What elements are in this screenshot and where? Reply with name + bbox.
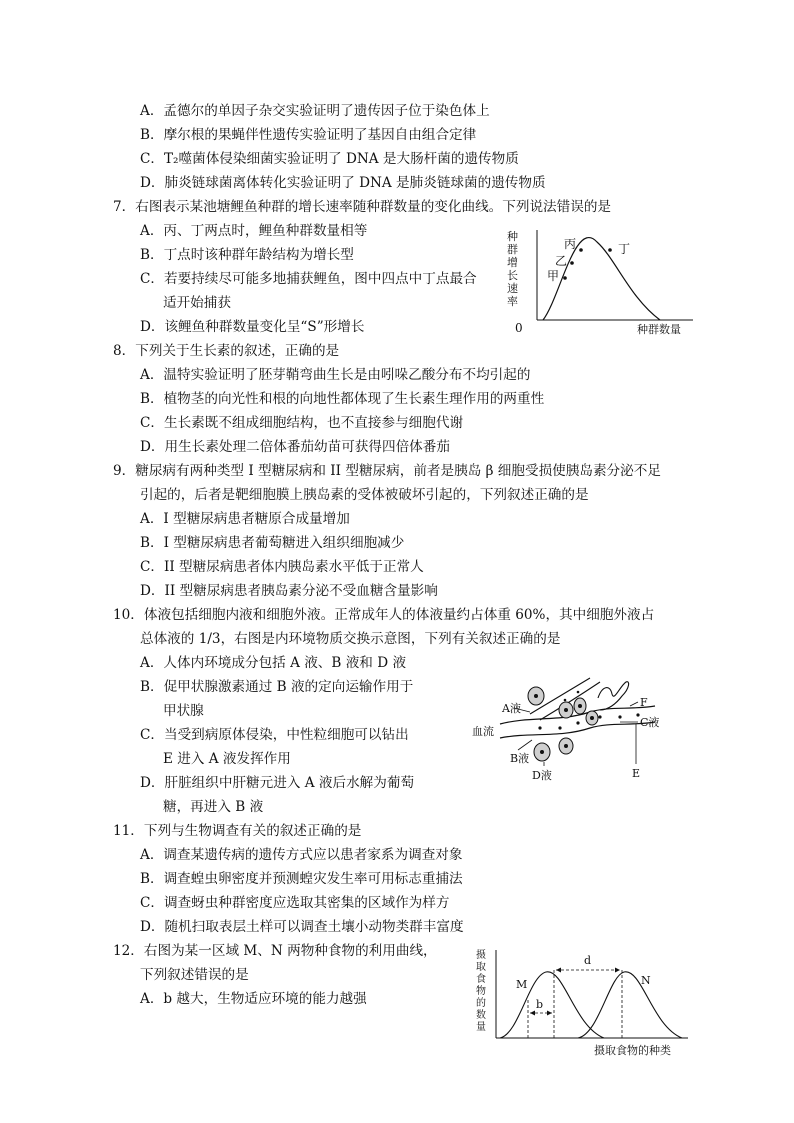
q7-option-a: A．丙、丁两点时，鲤鱼种群数量相等: [140, 223, 368, 239]
svg-text:的: 的: [476, 998, 486, 1009]
q10-lymph-capillary-f: [598, 682, 629, 710]
q11-stem: 11．下列与生物调查有关的叙述正确的是: [113, 823, 362, 839]
q10-tissue-cells: [528, 687, 598, 761]
q12-label-n: N: [641, 974, 651, 987]
q10-leader-f: [630, 702, 638, 706]
q11-option-c: C．调查蚜虫种群密度应选取其密集的区域作为样方: [140, 895, 450, 911]
q9-option-d: D．II 型糖尿病患者胰岛素分泌不受血糖含量影响: [140, 583, 438, 599]
svg-text:长: 长: [507, 269, 518, 282]
q7-label-jia: 甲: [547, 269, 560, 283]
svg-text:群: 群: [507, 243, 518, 256]
q7-origin-label: 0: [515, 321, 523, 335]
q10-stem: 10．体液包括细胞内液和细胞外液。正常成年人的体液量约占体重 60%，其中细胞外液占: [113, 607, 655, 623]
q10-option-d-cont: 糖，再进入 B 液: [163, 799, 264, 815]
svg-text:物: 物: [476, 986, 486, 997]
q10-option-b: B．促甲状腺激素通过 B 液的定向运输作用于: [140, 679, 414, 695]
q12-label-b: b: [536, 998, 544, 1011]
q12-label-d: d: [584, 954, 592, 967]
q7-point-jia: [563, 276, 567, 280]
q8-option-c: C．生长素既不组成细胞结构，也不直接参与细胞代谢: [140, 415, 464, 431]
q6-option-b: B．摩尔根的果蝇伴性遗传实验证明了基因自由组合定律: [140, 127, 477, 143]
svg-text:增: 增: [507, 256, 518, 269]
q7-growth-rate-figure: [505, 228, 705, 338]
q9-option-a: A．I 型糖尿病患者糖原合成量增加: [140, 511, 350, 527]
q10-label-a: A液: [502, 702, 521, 715]
svg-text:取: 取: [476, 962, 486, 973]
q7-option-b: B．丁点时该种群年龄结构为增长型: [140, 247, 354, 263]
q12-x-label: 摄取食物的种类: [594, 1044, 671, 1057]
svg-text:数: 数: [476, 1010, 486, 1021]
q12-option-a: A．b 越大，生物适应环境的能力越强: [140, 991, 367, 1007]
q11-option-a: A．调查某遗传病的遗传方式应以患者家系为调查对象: [140, 847, 463, 863]
q7-x-label: 种群数量: [637, 323, 681, 336]
q12-stem-cont: 下列叙述错误的是: [140, 967, 249, 983]
q6-option-a: A．孟德尔的单因子杂交实验证明了遗传因子位于染色体上: [140, 103, 490, 119]
svg-text:速: 速: [507, 282, 518, 295]
q7-point-yi: [570, 261, 574, 265]
q9-option-c: C．II 型糖尿病患者体内胰岛素水平低于正常人: [140, 559, 424, 575]
q12-arrowhead-d-right: [615, 968, 620, 973]
q9-option-b: B．I 型糖尿病患者葡萄糖进入组织细胞减少: [140, 535, 405, 551]
q10-option-d: D．肝脏组织中肝糖元进入 A 液后水解为葡萄: [140, 775, 415, 791]
q7-label-ding: 丁: [618, 242, 631, 256]
q9-stem-cont: 引起的，后者是靶细胞膜上胰岛素的受体被破坏引起的，下列叙述正确的是: [140, 487, 589, 503]
q10-label-blood-flow: 血流: [472, 725, 494, 738]
q8-option-b: B．植物茎的向光性和根的向地性都体现了生长素生理作用的两重性: [140, 391, 545, 407]
q7-option-c: C．若要持续尽可能多地捕获鲤鱼，图中四点中丁点最合: [140, 271, 477, 287]
q7-point-bing: [579, 248, 583, 252]
q8-option-d: D．用生长素处理二倍体番茄幼苗可获得四倍体番茄: [140, 439, 450, 455]
q10-label-e: E: [632, 767, 641, 780]
svg-text:食: 食: [476, 974, 486, 985]
q7-option-d: D．该鲤鱼种群数量变化呈“S”形增长: [140, 319, 365, 335]
q8-stem: 8．下列关于生长素的叙述，正确的是: [113, 343, 340, 359]
q12-curve-n: [578, 972, 682, 1038]
q12-food-utilization-figure: [474, 946, 694, 1058]
q12-arrowhead-d-left: [556, 968, 561, 973]
q9-stem: 9．糖尿病有两种类型 I 型糖尿病和 II 型糖尿病，前者是胰岛 β 细胞受损使胰岛素分泌不足: [113, 463, 661, 479]
q10-option-c-cont: E 进入 A 液发挥作用: [163, 751, 291, 767]
svg-text:率: 率: [507, 295, 518, 308]
q10-label-d: D液: [532, 769, 552, 782]
svg-text:量: 量: [476, 1022, 486, 1033]
q7-y-label: [507, 230, 518, 308]
q10-option-b-cont: 甲状腺: [163, 703, 204, 719]
q10-label-f: F: [640, 696, 648, 709]
q10-leader-b: [518, 740, 532, 750]
svg-text:种: 种: [507, 230, 518, 243]
q7-growth-curve: [543, 238, 660, 320]
q6-option-d: D．肺炎链球菌离体转化实验证明了 DNA 是肺炎链球菌的遗传物质: [140, 175, 546, 191]
q11-option-b: B．调查蝗虫卵密度并预测蝗灾发生率可用标志重捕法: [140, 871, 463, 887]
q7-label-bing: 丙: [564, 237, 577, 251]
q10-label-c: C液: [640, 716, 660, 729]
q8-option-a: A．温特实验证明了胚芽鞘弯曲生长是由吲哚乙酸分布不均引起的: [140, 367, 531, 383]
q11-option-d: D．随机扫取表层土样可以调查土壤小动物类群丰富度: [140, 919, 464, 935]
q6-option-c: C．T₂噬菌体侵染细菌实验证明了 DNA 是大肠杆菌的遗传物质: [140, 151, 519, 167]
q12-arrowhead-b-right: [547, 1011, 552, 1016]
svg-text:摄: 摄: [476, 950, 486, 961]
q12-y-label: [476, 948, 486, 1033]
q12-stem: 12．右图为某一区域 M、N 两物种食物的利用曲线，: [113, 943, 437, 959]
q12-arrowhead-b-left: [530, 1011, 535, 1016]
q10-option-a: A．人体内环境成分包括 A 液、B 液和 D 液: [140, 655, 407, 671]
q10-stem-cont: 总体液的 1/3，右图是内环境物质交换示意图，下列有关叙述正确的是: [140, 631, 561, 647]
q10-exchange-figure: [470, 676, 670, 788]
q7-stem: 7．右图表示某池塘鲤鱼种群的增长速率随种群数量的变化曲线。下列说法错误的是: [113, 199, 612, 215]
q7-point-ding: [608, 248, 612, 252]
q10-option-c: C．当受到病原体侵染，中性粒细胞可以钻出: [140, 727, 409, 743]
q7-label-yi: 乙: [555, 254, 568, 268]
q12-label-m: M: [516, 978, 528, 991]
q7-option-c-cont: 适开始捕获: [163, 295, 231, 311]
q10-label-b: B液: [510, 752, 530, 765]
